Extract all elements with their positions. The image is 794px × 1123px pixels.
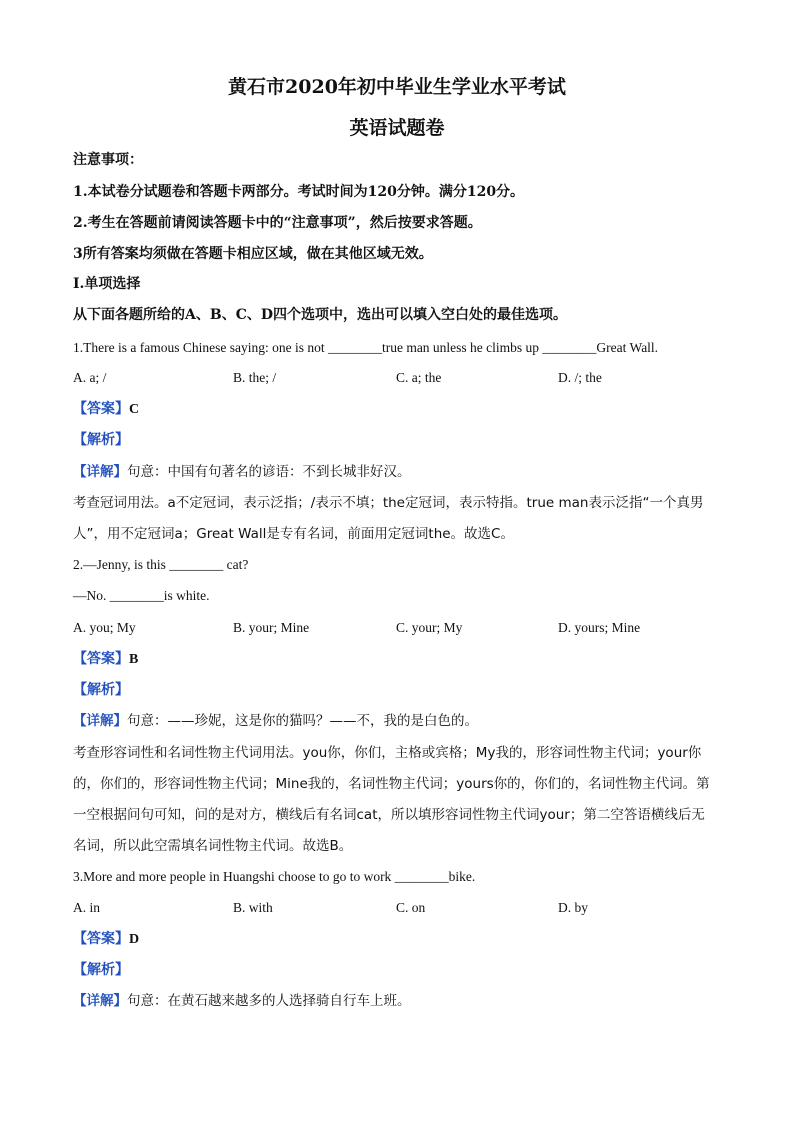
option-d: D. by (558, 900, 588, 915)
explanation-text: 考查冠词用法。a不定冠词，表示泛指；/表示不填；the定冠词，表示特指。true man表示泛指“一个真男 (73, 495, 704, 511)
analysis-tag: 【解析】 (73, 432, 129, 448)
explanation-text: 人”，用不定冠词a；Great Wall是专有名词，前面用定冠词the。故选C。 (73, 526, 514, 542)
option-a: A. you; My (73, 620, 136, 635)
answer-tag: 【答案】 (73, 651, 129, 667)
detail-text: 句意：中国有句著名的谚语：不到长城非好汉。 (127, 464, 411, 480)
explanation-text: 一空根据问句可知，问的是对方，横线后有名词cat，所以填形容词性物主代词your；第二空答语横线后无 (73, 807, 705, 823)
question-stem: 3.More and more people in Huangshi choose to go to work ________bike. (73, 869, 476, 884)
option-d: D. yours; Mine (558, 620, 641, 635)
detail-line (73, 462, 733, 482)
exam-title: 黄石市2020年初中毕业生学业水平考试 (228, 76, 566, 98)
option-b: B. with (233, 900, 273, 915)
analysis-tag: 【解析】 (73, 682, 129, 698)
section-instruction: 从下面各题所给的A、B、C、D四个选项中，选出可以填入空白处的最佳选项。 (73, 307, 567, 323)
answer-line (73, 929, 733, 950)
analysis-line (73, 960, 733, 980)
option-c: C. your; My (396, 620, 463, 635)
detail-tag: 【详解】 (73, 713, 127, 729)
analysis-line (73, 680, 733, 700)
answer-value: B (129, 652, 139, 667)
answer-tag: 【答案】 (73, 401, 129, 417)
question-stem: 1.There is a famous Chinese saying: one is not ________true man unless he climbs up ________Great Wall. (73, 340, 659, 355)
note-item: 1.本试卷分试题卷和答题卡两部分。考试时间为120分钟。满分120分。 (73, 184, 525, 200)
answer-value: C (129, 402, 140, 417)
explanation-text: 的，你们的，形容词性物主代词；Mine我的，名词性物主代词；yours你的，你们的，名词性物主代词。第 (73, 776, 710, 792)
note-item: 3所有答案均须做在答题卡相应区域，做在其他区域无效。 (73, 246, 433, 262)
answer-value: D (129, 932, 140, 947)
analysis-tag: 【解析】 (73, 962, 129, 978)
explanation-text: 考查形容词性和名词性物主代词用法。you你，你们，主格或宾格；My我的，形容词性物主代词；your你 (73, 745, 702, 761)
note-item: 2.考生在答题前请阅读答题卡中的“注意事项”，然后按要求答题。 (73, 215, 482, 231)
answer-tag: 【答案】 (73, 931, 129, 947)
exam-subtitle: 英语试题卷 (349, 117, 445, 139)
option-b: B. your; Mine (233, 620, 310, 635)
detail-tag: 【详解】 (73, 993, 127, 1009)
question-stem: 2.—Jenny, is this ________ cat? (73, 557, 249, 572)
question-stem-reply: —No. ________is white. (73, 588, 210, 603)
answer-line (73, 649, 733, 670)
notes-heading: 注意事项： (73, 152, 143, 168)
option-a: A. in (73, 900, 100, 915)
section-title: I.单项选择 (73, 276, 141, 292)
option-b: B. the; / (233, 370, 277, 385)
detail-line (73, 991, 733, 1011)
option-d: D. /; the (558, 370, 602, 385)
detail-text: 句意：——珍妮，这是你的猫吗？——不，我的是白色的。 (127, 713, 478, 729)
analysis-line (73, 430, 733, 450)
option-c: C. on (396, 900, 426, 915)
option-c: C. a; the (396, 370, 442, 385)
answer-line (73, 399, 733, 420)
detail-tag: 【详解】 (73, 464, 127, 480)
option-a: A. a; / (73, 370, 107, 385)
explanation-text: 名词，所以此空需填名词性物主代词。故选B。 (73, 838, 353, 854)
detail-text: 句意：在黄石越来越多的人选择骑自行车上班。 (127, 993, 411, 1009)
detail-line (73, 711, 733, 731)
